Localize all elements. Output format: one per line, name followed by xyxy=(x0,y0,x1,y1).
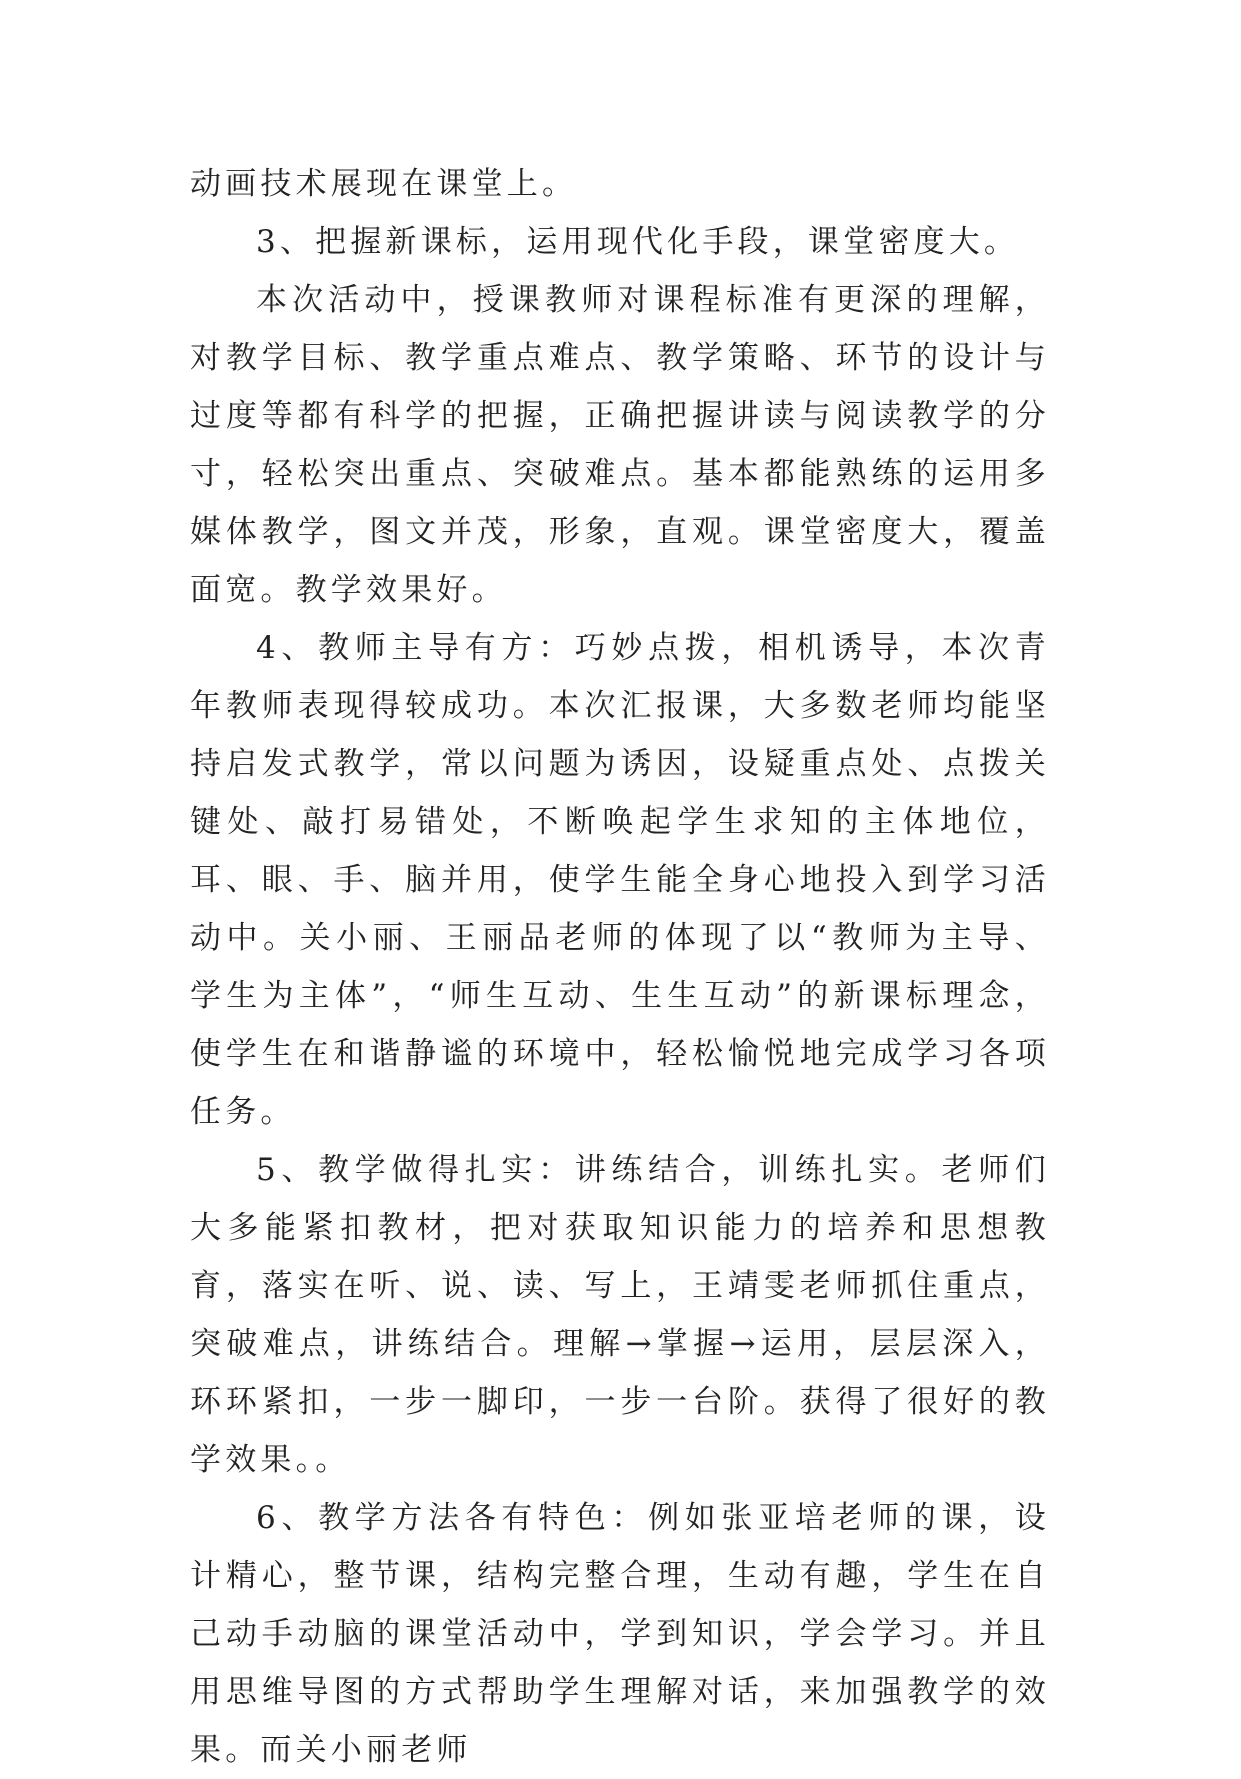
document-body xyxy=(190,155,1050,1779)
paragraph-point-4: 4、教师主导有方：巧妙点拨，相机诱导，本次青年教师表现得较成功。本次汇报课，大多数老师均能坚持启发式教学，常以问题为诱因，设疑重点处、点拨关键处、敲打易错处，不断唤起学生求知的主体地位，耳、眼、手、脑并用，使学生能全身心地投入到学习活动中。关小丽、王丽品老师的体现了以“教师为主导、学生为主体”，“师生互动、生生互动”的新课标理念，使学生在和谐静谧的环境中，轻松愉悦地完成学习各项任务。 xyxy=(190,630,1050,1130)
paragraph-point-6: 6、教学方法各有特色：例如张亚培老师的课，设计精心，整节课，结构完整合理，生动有趣，学生在自己动手动脑的课堂活动中，学到知识，学会学习。并且用思维导图的方式帮助学生理解对话，来加强教学的效果。而关小丽老师 xyxy=(190,1500,1050,1768)
paragraph-point-3-heading: 3、把握新课标，运用现代化手段，课堂密度大。 xyxy=(256,224,1020,260)
paragraph-point-3-body: 本次活动中，授课教师对课程标准有更深的理解，对教学目标、教学重点难点、教学策略、环节的设计与过度等都有科学的把握，正确把握讲读与阅读教学的分寸，轻松突出重点、突破难点。基本都能熟练的运用多媒体教学，图文并茂，形象，直观。课堂密度大，覆盖面宽。教学效果好。 xyxy=(190,282,1050,608)
paragraph-point-5: 5、教学做得扎实：讲练结合，训练扎实。老师们大多能紧扣教材，把对获取知识能力的培养和思想教育，落实在听、说、读、写上，王靖雯老师抓住重点，突破难点，讲练结合。理解→掌握→运用，层层深入，环环紧扣，一步一脚印，一步一台阶。获得了很好的教学效果。。 xyxy=(190,1152,1050,1478)
paragraph-continuation: 动画技术展现在课堂上。 xyxy=(190,166,578,202)
